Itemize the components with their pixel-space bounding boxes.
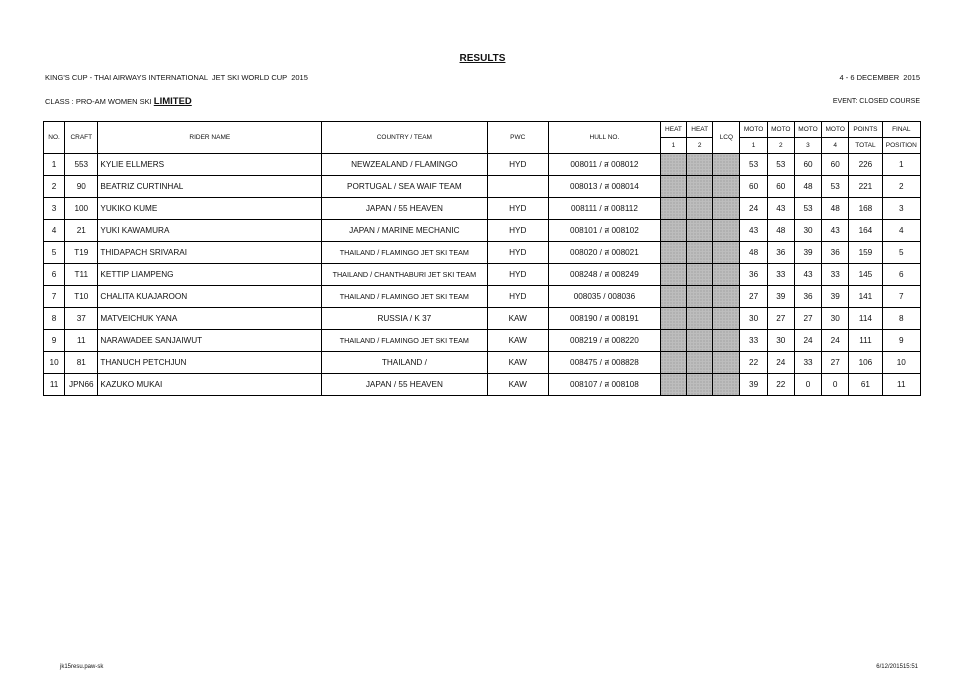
col-header: HULL NO. xyxy=(548,122,660,154)
cell-moto4: 30 xyxy=(822,308,849,330)
col-header: NO. xyxy=(44,122,65,154)
col-subheader: TOTAL xyxy=(849,138,882,154)
cell-team: THAILAND / xyxy=(322,352,487,374)
cell-hull: 008013 / ส 008014 xyxy=(548,176,660,198)
table-row xyxy=(44,286,921,308)
cell-moto1: 53 xyxy=(740,154,767,176)
class-prefix: CLASS : PRO-AM WOMEN SKI xyxy=(45,97,154,106)
cell-craft: 37 xyxy=(65,308,98,330)
cell-pwc: KAW xyxy=(487,374,548,396)
cell-points-total: 106 xyxy=(849,352,882,374)
cell-points-total: 159 xyxy=(849,242,882,264)
col-subheader: 1 xyxy=(740,138,767,154)
cell-lcq xyxy=(713,154,740,176)
cell-moto1: 39 xyxy=(740,374,767,396)
cell-pwc: KAW xyxy=(487,352,548,374)
cell-lcq xyxy=(713,198,740,220)
cell-moto1: 22 xyxy=(740,352,767,374)
col-header: MOTO xyxy=(740,122,767,138)
cell-moto4: 0 xyxy=(822,374,849,396)
cell-team: JAPAN / 55 HEAVEN xyxy=(322,374,487,396)
cell-craft: JPN66 xyxy=(65,374,98,396)
cell-moto3: 39 xyxy=(794,242,821,264)
cell-hull: 008035 / 008036 xyxy=(548,286,660,308)
cell-no: 1 xyxy=(44,154,65,176)
results-title: RESULTS xyxy=(459,53,506,64)
cell-team: NEWZEALAND / FLAMINGO xyxy=(322,154,487,176)
cell-team: RUSSIA / K 37 xyxy=(322,308,487,330)
cell-moto4: 43 xyxy=(822,220,849,242)
cell-heat1 xyxy=(660,176,686,198)
cell-craft: 100 xyxy=(65,198,98,220)
table-row xyxy=(44,176,921,198)
cell-craft: 90 xyxy=(65,176,98,198)
cell-craft: T10 xyxy=(65,286,98,308)
cell-moto2: 27 xyxy=(767,308,794,330)
cell-pwc xyxy=(487,176,548,198)
footer-filename: jk15resu.paw-sk xyxy=(60,664,104,670)
cell-heat2 xyxy=(687,352,713,374)
cell-no: 7 xyxy=(44,286,65,308)
cell-hull: 008107 / ส 008108 xyxy=(548,374,660,396)
cell-final-position: 11 xyxy=(882,374,920,396)
cell-heat1 xyxy=(660,308,686,330)
cell-moto2: 30 xyxy=(767,330,794,352)
cell-craft: 553 xyxy=(65,154,98,176)
cell-heat2 xyxy=(687,176,713,198)
cell-moto1: 33 xyxy=(740,330,767,352)
cell-final-position: 4 xyxy=(882,220,920,242)
cell-moto3: 24 xyxy=(794,330,821,352)
cell-no: 6 xyxy=(44,264,65,286)
cell-team: THAILAND / FLAMINGO JET SKI TEAM xyxy=(322,242,487,264)
cell-moto2: 53 xyxy=(767,154,794,176)
cell-hull: 008219 / ส 008220 xyxy=(548,330,660,352)
cell-rider: BEATRIZ CURTINHAL xyxy=(98,176,322,198)
cell-points-total: 221 xyxy=(849,176,882,198)
cell-pwc: HYD xyxy=(487,220,548,242)
cell-moto2: 22 xyxy=(767,374,794,396)
event-name: KING'S CUP - THAI AIRWAYS INTERNATIONAL JET SKI WORLD CUP 2015 xyxy=(45,73,308,82)
table-row xyxy=(44,242,921,264)
cell-pwc: HYD xyxy=(487,242,548,264)
header-row-top xyxy=(44,122,921,138)
cell-points-total: 145 xyxy=(849,264,882,286)
cell-hull: 008190 / ส 008191 xyxy=(548,308,660,330)
col-header: MOTO xyxy=(794,122,821,138)
cell-no: 4 xyxy=(44,220,65,242)
cell-moto4: 60 xyxy=(822,154,849,176)
cell-no: 5 xyxy=(44,242,65,264)
col-header: POINTS xyxy=(849,122,882,138)
cell-final-position: 7 xyxy=(882,286,920,308)
cell-no: 2 xyxy=(44,176,65,198)
cell-moto3: 33 xyxy=(794,352,821,374)
cell-moto1: 24 xyxy=(740,198,767,220)
cell-points-total: 111 xyxy=(849,330,882,352)
cell-pwc: HYD xyxy=(487,286,548,308)
cell-rider: THIDAPACH SRIVARAI xyxy=(98,242,322,264)
cell-lcq xyxy=(713,286,740,308)
cell-heat2 xyxy=(687,242,713,264)
col-header: PWC xyxy=(487,122,548,154)
col-subheader: 2 xyxy=(687,138,713,154)
cell-moto2: 43 xyxy=(767,198,794,220)
cell-heat1 xyxy=(660,154,686,176)
cell-moto2: 36 xyxy=(767,242,794,264)
cell-hull: 008248 / ส 008249 xyxy=(548,264,660,286)
footer-timestamp: 6/12/201515:51 xyxy=(876,664,918,670)
cell-heat1 xyxy=(660,374,686,396)
cell-heat1 xyxy=(660,264,686,286)
cell-final-position: 10 xyxy=(882,352,920,374)
cell-hull: 008020 / ส 008021 xyxy=(548,242,660,264)
cell-pwc: KAW xyxy=(487,308,548,330)
cell-moto3: 60 xyxy=(794,154,821,176)
cell-heat2 xyxy=(687,264,713,286)
col-header: MOTO xyxy=(767,122,794,138)
cell-no: 3 xyxy=(44,198,65,220)
cell-rider: YUKI KAWAMURA xyxy=(98,220,322,242)
cell-heat1 xyxy=(660,286,686,308)
cell-hull: 008475 / ส 008828 xyxy=(548,352,660,374)
cell-rider: KAZUKO MUKAI xyxy=(98,374,322,396)
table-row xyxy=(44,154,921,176)
col-header: CRAFT xyxy=(65,122,98,154)
cell-heat2 xyxy=(687,286,713,308)
event-date: 4 - 6 DECEMBER 2015 xyxy=(839,73,920,82)
cell-rider: THANUCH PETCHJUN xyxy=(98,352,322,374)
results-body xyxy=(44,154,921,396)
cell-no: 8 xyxy=(44,308,65,330)
cell-moto2: 48 xyxy=(767,220,794,242)
cell-rider: KETTIP LIAMPENG xyxy=(98,264,322,286)
cell-moto4: 24 xyxy=(822,330,849,352)
cell-hull: 008011 / ส 008012 xyxy=(548,154,660,176)
cell-hull: 008111 / ส 008112 xyxy=(548,198,660,220)
col-header: LCQ xyxy=(713,122,740,154)
cell-heat1 xyxy=(660,352,686,374)
cell-heat2 xyxy=(687,154,713,176)
cell-craft: T19 xyxy=(65,242,98,264)
results-table xyxy=(43,121,921,396)
cell-moto4: 48 xyxy=(822,198,849,220)
cell-moto2: 24 xyxy=(767,352,794,374)
class-label xyxy=(45,96,192,107)
cell-lcq xyxy=(713,352,740,374)
cell-team: JAPAN / MARINE MECHANIC xyxy=(322,220,487,242)
col-subheader: 3 xyxy=(794,138,821,154)
cell-moto3: 48 xyxy=(794,176,821,198)
cell-moto1: 30 xyxy=(740,308,767,330)
cell-moto3: 27 xyxy=(794,308,821,330)
cell-moto4: 27 xyxy=(822,352,849,374)
cell-hull: 008101 / ส 008102 xyxy=(548,220,660,242)
table-row xyxy=(44,220,921,242)
cell-final-position: 3 xyxy=(882,198,920,220)
cell-pwc: HYD xyxy=(487,154,548,176)
cell-final-position: 1 xyxy=(882,154,920,176)
col-subheader: 1 xyxy=(660,138,686,154)
cell-lcq xyxy=(713,176,740,198)
cell-lcq xyxy=(713,374,740,396)
cell-final-position: 9 xyxy=(882,330,920,352)
cell-rider: MATVEICHUK YANA xyxy=(98,308,322,330)
cell-moto2: 60 xyxy=(767,176,794,198)
class-limited: LIMITED xyxy=(153,96,192,107)
table-row xyxy=(44,374,921,396)
cell-moto4: 53 xyxy=(822,176,849,198)
cell-moto4: 33 xyxy=(822,264,849,286)
col-header: HEAT xyxy=(687,122,713,138)
cell-team: THAILAND / FLAMINGO JET SKI TEAM xyxy=(322,286,487,308)
col-header: COUNTRY / TEAM xyxy=(322,122,487,154)
cell-moto4: 36 xyxy=(822,242,849,264)
cell-final-position: 5 xyxy=(882,242,920,264)
col-header: RIDER NAME xyxy=(98,122,322,154)
cell-craft: T11 xyxy=(65,264,98,286)
col-header: MOTO xyxy=(822,122,849,138)
cell-rider: NARAWADEE SANJAIWUT xyxy=(98,330,322,352)
cell-team: THAILAND / CHANTHABURI JET SKI TEAM xyxy=(322,264,487,286)
cell-team: JAPAN / 55 HEAVEN xyxy=(322,198,487,220)
cell-lcq xyxy=(713,220,740,242)
col-subheader: 4 xyxy=(822,138,849,154)
table-row xyxy=(44,308,921,330)
cell-heat1 xyxy=(660,220,686,242)
cell-moto3: 0 xyxy=(794,374,821,396)
cell-moto3: 43 xyxy=(794,264,821,286)
cell-moto3: 53 xyxy=(794,198,821,220)
table-row xyxy=(44,198,921,220)
cell-points-total: 141 xyxy=(849,286,882,308)
col-header: HEAT xyxy=(660,122,686,138)
cell-heat2 xyxy=(687,220,713,242)
cell-final-position: 8 xyxy=(882,308,920,330)
cell-heat1 xyxy=(660,330,686,352)
cell-no: 10 xyxy=(44,352,65,374)
cell-heat1 xyxy=(660,198,686,220)
cell-team: THAILAND / FLAMINGO JET SKI TEAM xyxy=(322,330,487,352)
cell-points-total: 61 xyxy=(849,374,882,396)
cell-no: 9 xyxy=(44,330,65,352)
cell-rider: YUKIKO KUME xyxy=(98,198,322,220)
cell-heat2 xyxy=(687,330,713,352)
cell-moto4: 39 xyxy=(822,286,849,308)
cell-lcq xyxy=(713,330,740,352)
col-subheader: POSITION xyxy=(882,138,920,154)
cell-points-total: 226 xyxy=(849,154,882,176)
cell-craft: 81 xyxy=(65,352,98,374)
cell-no: 11 xyxy=(44,374,65,396)
cell-moto2: 33 xyxy=(767,264,794,286)
cell-heat2 xyxy=(687,198,713,220)
cell-pwc: KAW xyxy=(487,330,548,352)
event-type: EVENT: CLOSED COURSE xyxy=(832,98,920,105)
cell-final-position: 2 xyxy=(882,176,920,198)
col-header: FINAL xyxy=(882,122,920,138)
cell-lcq xyxy=(713,242,740,264)
cell-craft: 21 xyxy=(65,220,98,242)
cell-final-position: 6 xyxy=(882,264,920,286)
cell-moto3: 30 xyxy=(794,220,821,242)
cell-moto1: 48 xyxy=(740,242,767,264)
cell-pwc: HYD xyxy=(487,198,548,220)
cell-points-total: 164 xyxy=(849,220,882,242)
table-row xyxy=(44,264,921,286)
table-row xyxy=(44,330,921,352)
cell-rider: CHALITA KUAJAROON xyxy=(98,286,322,308)
cell-lcq xyxy=(713,308,740,330)
cell-points-total: 168 xyxy=(849,198,882,220)
cell-moto1: 36 xyxy=(740,264,767,286)
cell-points-total: 114 xyxy=(849,308,882,330)
cell-heat1 xyxy=(660,242,686,264)
cell-lcq xyxy=(713,264,740,286)
cell-rider: KYLIE ELLMERS xyxy=(98,154,322,176)
table-row xyxy=(44,352,921,374)
cell-pwc: HYD xyxy=(487,264,548,286)
cell-heat2 xyxy=(687,308,713,330)
cell-craft: 11 xyxy=(65,330,98,352)
cell-team: PORTUGAL / SEA WAIF TEAM xyxy=(322,176,487,198)
cell-moto1: 43 xyxy=(740,220,767,242)
col-subheader: 2 xyxy=(767,138,794,154)
cell-moto2: 39 xyxy=(767,286,794,308)
cell-moto1: 60 xyxy=(740,176,767,198)
cell-moto3: 36 xyxy=(794,286,821,308)
cell-moto1: 27 xyxy=(740,286,767,308)
cell-heat2 xyxy=(687,374,713,396)
